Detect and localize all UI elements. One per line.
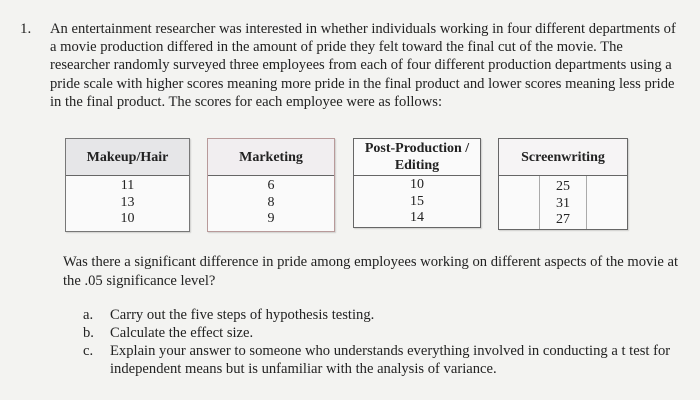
table-post-production-editing <box>353 138 481 228</box>
table-header-line: Editing <box>394 158 440 173</box>
table-cell: 27 <box>556 212 570 227</box>
part-label: b. <box>83 325 94 341</box>
significance-line: the .05 significance level? <box>63 272 216 289</box>
part-text: Carry out the five steps of hypothesis testing. <box>110 307 375 323</box>
intro-line: An entertainment researcher was interested in whether individuals working in four different departments of <box>50 21 676 37</box>
part-text: Explain your answer to someone who understands everything involved in conducting a t test for <box>110 343 671 359</box>
table-cell: 10 <box>410 177 424 192</box>
table-screenwriting <box>498 138 628 230</box>
table-cell: 14 <box>410 210 424 225</box>
table-cell: 9 <box>267 211 275 226</box>
table-header <box>354 139 480 176</box>
part-a <box>83 306 670 324</box>
question-intro <box>50 20 700 111</box>
table-header: Makeup/Hair <box>66 139 189 176</box>
part-c <box>83 342 670 378</box>
table-cell: 25 <box>556 179 570 194</box>
question-parts <box>83 306 670 378</box>
part-text: Calculate the effect size. <box>110 325 254 341</box>
part-b <box>83 324 670 342</box>
significance-line: Was there a significant difference in pride among employees working on different aspects of the movie at <box>63 254 679 270</box>
intro-line: a movie production differed in the amount of pride they felt toward the final cut of the movie. The <box>50 39 623 56</box>
table-header: Marketing <box>208 139 334 176</box>
table-cell: 10 <box>120 211 135 226</box>
intro-line: in the final product. The scores for each employee were as follows: <box>50 93 443 110</box>
table-cell: 8 <box>267 194 275 210</box>
table-cell: 11 <box>120 178 135 193</box>
part-label: a. <box>83 307 94 323</box>
table-cell: 15 <box>410 193 424 209</box>
part-label: c. <box>83 343 94 359</box>
table-header: Screenwriting <box>499 139 627 176</box>
table-cell: 31 <box>556 195 570 211</box>
table-cell: 6 <box>267 178 275 193</box>
table-cell: 13 <box>120 194 135 210</box>
significance-question <box>63 253 693 290</box>
table-marketing <box>207 138 335 232</box>
question-number: 1. <box>20 21 32 37</box>
intro-line: pride scale with higher scores meaning more pride in the final product and lower scores meaning less pride <box>50 75 675 92</box>
table-header-line: Post-Production / <box>364 141 470 156</box>
part-text: independent means but is unfamiliar with the analysis of variance. <box>110 361 497 377</box>
intro-line: researcher randomly surveyed three employees from each of four different production departments using a <box>50 57 672 74</box>
table-makeup-hair <box>65 138 190 232</box>
